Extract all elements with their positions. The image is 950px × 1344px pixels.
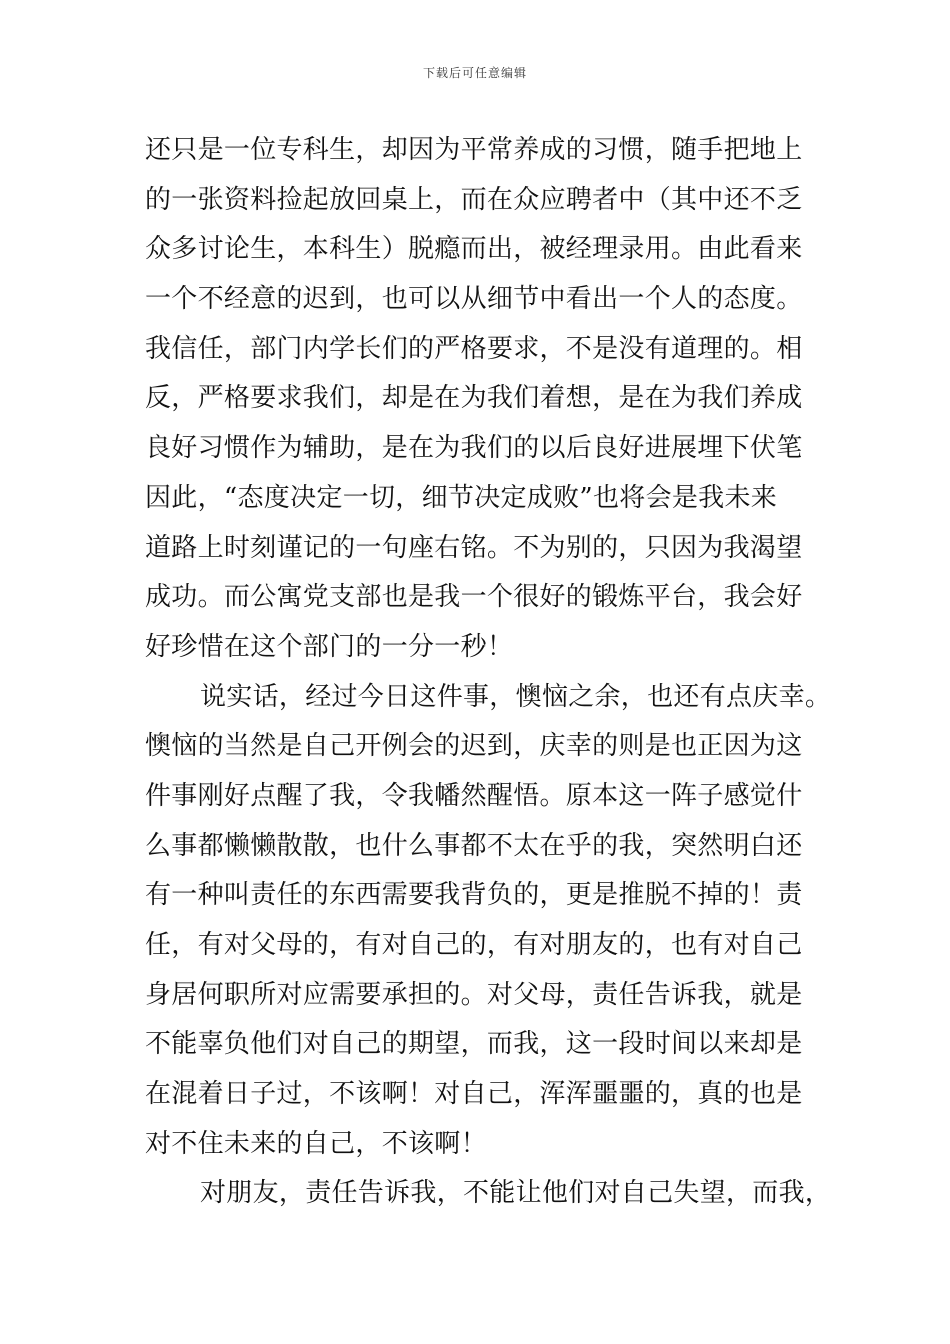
text-line: 反，严格要求我们，却是在为我们着想，是在为我们养成 bbox=[145, 383, 803, 414]
text-line: 因此，“态度决定一切，细节决定成败”也将会是我未来 bbox=[145, 482, 778, 513]
text-line: 众多讨论生，本科生）脱瘾而出，被经理录用。由此看来 bbox=[145, 234, 803, 265]
text-line: 不能辜负他们对自己的期望，而我，这一段时间以来却是 bbox=[145, 1029, 803, 1060]
text-line: 一个不经意的迟到，也可以从细节中看出一个人的态度。 bbox=[145, 284, 803, 315]
text-line: 对不住未来的自己，不该啊！ bbox=[145, 1128, 487, 1159]
document-body bbox=[145, 126, 832, 1219]
text-line: 有一种叫责任的东西需要我背负的，更是推脱不掉的！责 bbox=[145, 880, 803, 911]
text-line: 良好习惯作为辅助，是在为我们的以后良好进展埋下伏笔 bbox=[145, 433, 803, 464]
text-line: 懊恼的当然是自己开例会的迟到，庆幸的则是也正因为这 bbox=[145, 731, 803, 762]
text-line: 在混着日子过，不该啊！对自己，浑浑噩噩的，真的也是 bbox=[145, 1079, 803, 1110]
text-line: 件事刚好点醒了我，令我幡然醒悟。原本这一阵子感觉什 bbox=[145, 780, 803, 811]
text-line: 成功。而公寓党支部也是我一个很好的锻炼平台，我会好 bbox=[145, 582, 803, 613]
text-line: 说实话，经过今日这件事，懊恼之余，也还有点庆幸。 bbox=[200, 681, 832, 712]
text-line: 对朋友，责任告诉我，不能让他们对自己失望，而我， bbox=[200, 1178, 832, 1209]
text-line: 么事都懒懒散散，也什么事都不太在乎的我，突然明白还 bbox=[145, 830, 803, 861]
text-line: 我信任，部门内学长们的严格要求，不是没有道理的。相 bbox=[145, 333, 803, 364]
text-line: 还只是一位专科生，却因为平常养成的习惯，随手把地上 bbox=[145, 135, 803, 165]
text-line: 的一张资料捡起放回桌上，而在众应聘者中（其中还不乏 bbox=[145, 184, 803, 215]
text-line: 好珍惜在这个部门的一分一秒！ bbox=[145, 631, 514, 662]
text-line: 道路上时刻谨记的一句座右铭。不为别的，只因为我渴望 bbox=[145, 532, 803, 563]
text-line: 身居何职所对应需要承担的。对父母，责任告诉我，就是 bbox=[145, 979, 803, 1010]
text-line: 任，有对父母的，有对自己的，有对朋友的，也有对自己 bbox=[145, 930, 803, 960]
page-header: 下载后可任意编辑 bbox=[422, 66, 527, 80]
